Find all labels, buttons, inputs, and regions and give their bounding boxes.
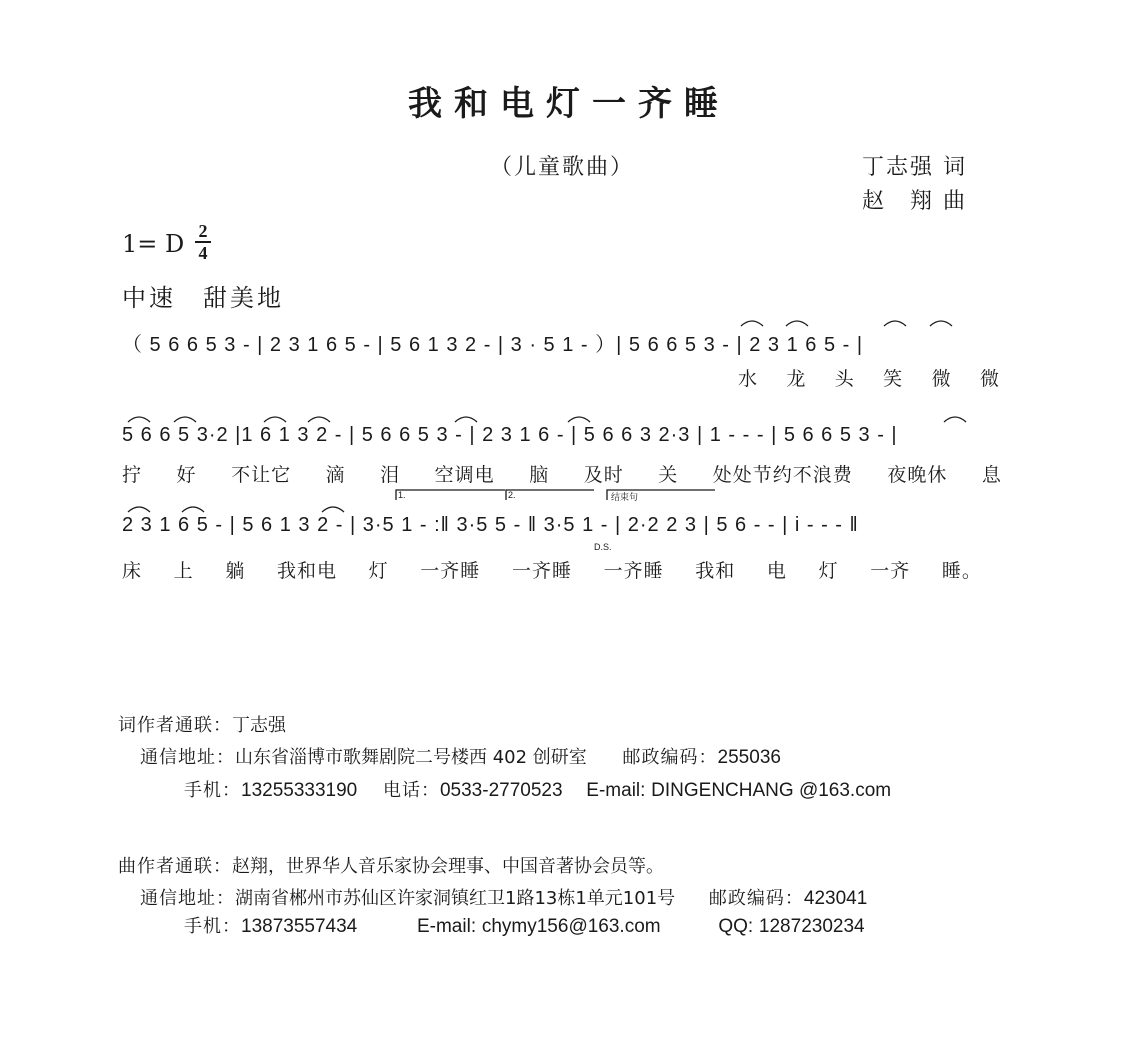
lyric-syllable: 关: [658, 464, 679, 486]
composer-phone-row: [184, 912, 865, 938]
lyric-syllable: 睡。: [941, 560, 982, 582]
lyric-syllable: 夜晚休: [887, 464, 948, 486]
mobile-label: 手机：: [184, 916, 241, 937]
slur-mark: [128, 507, 150, 512]
lyricist-name: 丁志强: [232, 715, 286, 736]
composer-address: 湖南省郴州市苏仙区许家洞镇红卫1路13栋1单元101号: [235, 888, 676, 909]
lyric-syllable: 好: [176, 464, 197, 486]
tempo-marking: 中速 甜美地: [122, 284, 284, 312]
address-label: 通信地址：: [140, 747, 235, 768]
slur-mark: [322, 507, 344, 512]
slur-mark: [264, 417, 286, 422]
lyric-syllable: 我和: [695, 560, 736, 582]
lyric-syllable: 一齐睡: [511, 560, 572, 582]
volta-1-label: 1.: [398, 490, 406, 500]
lyric-syllable: 不让它: [231, 464, 292, 486]
score-line-3: 2 3 1 6 5 - | 5 6 1 3 2 - | 3·5 1 - :‖ 3·5 5 - ‖ 3·5 1 - | 2·2 2 3 | 5 6 - - | i - - - ‖: [122, 514, 859, 536]
time-signature-bottom: 4: [198, 243, 208, 263]
lyric-syllable: 龙: [786, 368, 807, 390]
lyric-syllable: 水: [738, 368, 759, 390]
lyricist-mobile: 13255333190: [241, 780, 358, 801]
email-label: E-mail:: [416, 916, 477, 937]
ending-label: 结束句: [611, 492, 639, 502]
slur-mark: [128, 417, 150, 422]
lyric-syllable: 空调电: [434, 464, 495, 486]
lyricist-postcode: 255036: [717, 747, 781, 768]
composer-mobile: 13873557434: [241, 916, 358, 937]
lyric-syllable: 息: [981, 464, 1002, 486]
slur-mark: [568, 417, 590, 422]
ending-bracket: [607, 490, 715, 500]
lyric-syllable: 躺: [225, 560, 246, 582]
lyric-syllable: 笑: [883, 368, 904, 390]
time-signature-top: 2: [198, 221, 208, 241]
lyricist-phone: 0533-2770523: [439, 780, 563, 801]
slur-mark: [455, 417, 477, 422]
lyricist-address: 山东省淄博市歌舞剧院二号楼西 402 创研室: [235, 747, 587, 768]
composer-bio: 赵翔，世界华人音乐家协会理事、中国音著协会员等。: [232, 856, 664, 877]
lyric-syllable: 微: [931, 368, 952, 390]
composer-credit: 赵 翔 曲: [862, 189, 967, 214]
lyric-syllable: 一齐睡: [603, 560, 664, 582]
volta-bracket: [396, 490, 505, 500]
slur-mark: [884, 321, 906, 326]
key-signature: 1= D: [122, 230, 185, 258]
lyric-syllable: 处处节约不浪费: [712, 464, 853, 486]
lyric-syllable: 微: [979, 368, 1000, 390]
postcode-label: 邮政编码：: [708, 888, 804, 909]
mobile-label: 手机：: [184, 780, 241, 801]
composer-qq: 1287230234: [758, 916, 865, 937]
slur-mark: [741, 321, 763, 326]
slur-mark: [786, 321, 808, 326]
composer-email: chymy156@163.com: [481, 916, 661, 937]
lyric-syllable: 我和电: [276, 560, 337, 582]
lyric-syllable: 一齐: [870, 560, 911, 582]
postcode-label: 邮政编码：: [622, 747, 718, 768]
lyricist-address-row: [140, 743, 781, 769]
lyricist-phone-row: [184, 776, 891, 802]
lyricist-email: DINGENCHANG @163.com: [651, 780, 892, 801]
slur-mark: [308, 417, 330, 422]
volta-2-label: 2.: [508, 490, 516, 500]
lyric-syllable: 滴: [325, 464, 346, 486]
song-title: 我和电灯一齐睡: [408, 84, 730, 124]
lyric-syllable: 上: [173, 560, 194, 582]
lyric-syllable: 拧: [122, 464, 143, 486]
lyric-syllable: 灯: [818, 560, 839, 582]
score-line-2: 5 6 6 5 3·2 |1 6 1 3 2 - | 5 6 6 5 3 - | 2 3 1 6 - | 5 6 6 3 2·3 | 1 - - - | 5 6 6 5 3 - |: [122, 424, 898, 446]
composer-contact-header: [118, 852, 664, 878]
slur-mark: [930, 321, 952, 326]
volta-bracket: [506, 490, 594, 500]
composer-postcode: 423041: [803, 888, 868, 909]
composer-contact-label: 曲作者通联：: [118, 856, 232, 877]
lyricist-contact-label: 词作者通联：: [118, 715, 232, 736]
phone-label: 电话：: [382, 780, 440, 801]
email-label: E-mail:: [586, 780, 646, 801]
lyric-syllable: 床: [122, 560, 143, 582]
lyric-syllable: 一齐睡: [420, 560, 481, 582]
lyric-syllable: 泪: [380, 464, 401, 486]
slur-mark: [182, 507, 204, 512]
composer-address-row: [140, 884, 867, 910]
lyricist-credit: 丁志强 词: [862, 155, 967, 180]
lyric-syllable: 脑: [529, 464, 550, 486]
slur-mark: [174, 417, 196, 422]
lyric-syllable: 及时: [583, 464, 624, 486]
slur-mark: [944, 417, 966, 422]
lyric-syllable: 头: [834, 368, 855, 390]
song-subtitle: （儿童歌曲）: [490, 155, 635, 180]
lyricist-contact-header: [118, 711, 286, 737]
lyric-syllable: 电: [766, 560, 787, 582]
qq-label: QQ:: [718, 916, 754, 937]
address-label: 通信地址：: [140, 888, 235, 909]
lyric-syllable: 灯: [368, 560, 389, 582]
ds-mark: D.S.: [594, 542, 612, 552]
score-line-1: （ 5 6 6 5 3 - | 2 3 1 6 5 - | 5 6 1 3 2 - | 3 · 5 1 - ）| 5 6 6 5 3 - | 2 3 1 6 5 - |: [122, 334, 864, 356]
